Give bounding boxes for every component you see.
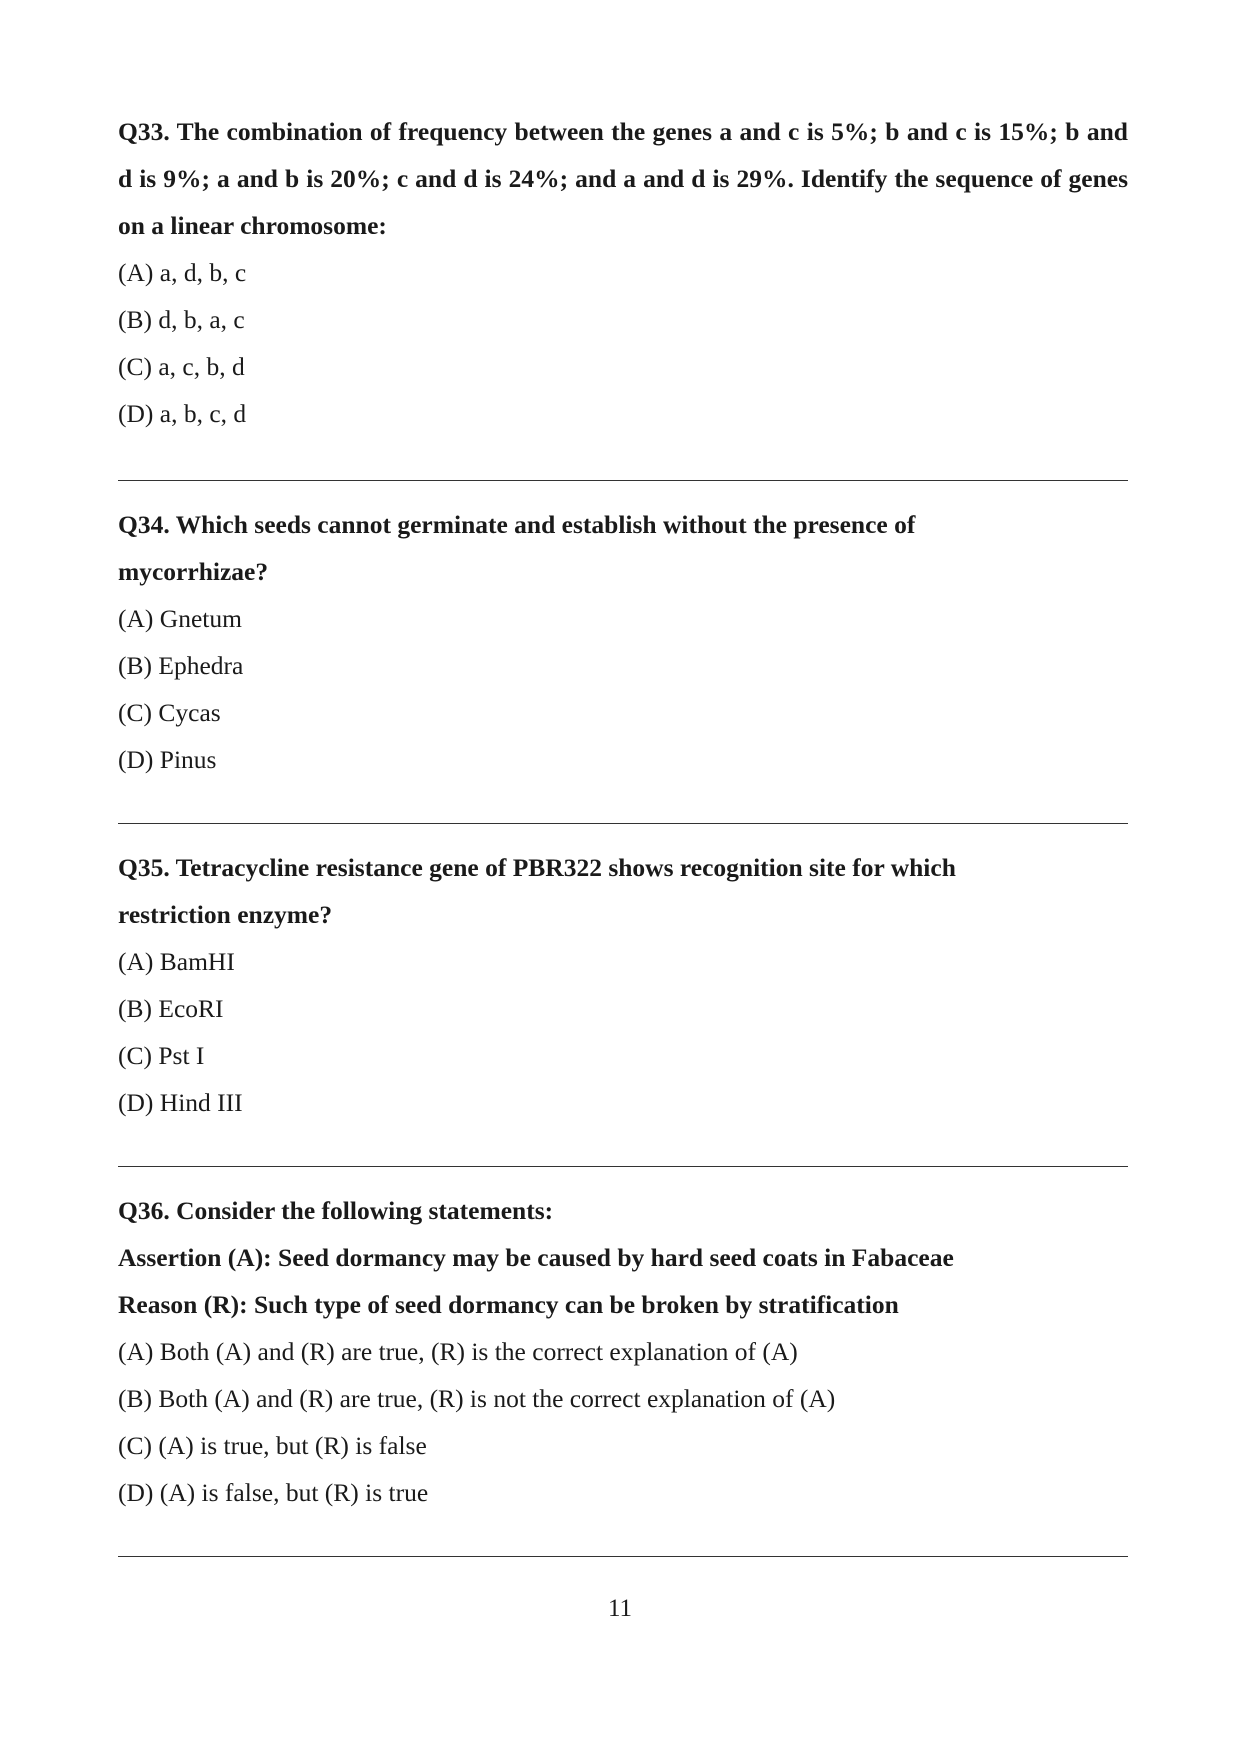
option-a: (A) Both (A) and (R) are true, (R) is the correct explanation of (A) [118, 1337, 798, 1366]
option-b: (B) Both (A) and (R) are true, (R) is not the correct explanation of (A) [118, 1384, 836, 1413]
option-c: (C) (A) is true, but (R) is false [118, 1431, 427, 1460]
option-c: (C) Pst I [118, 1041, 205, 1070]
option-a: (A) BamHI [118, 947, 235, 976]
question-33 [118, 108, 1128, 437]
question-34 [118, 501, 1128, 783]
option-a: (A) a, d, b, c [118, 258, 247, 287]
page-number: 11 [607, 1595, 633, 1622]
option-d: (D) Pinus [118, 745, 217, 774]
question-text: Q36. Consider the following statements: [118, 1196, 554, 1225]
option-d: (D) a, b, c, d [118, 399, 247, 428]
option-b: (B) d, b, a, c [118, 305, 245, 334]
option-d: (D) (A) is false, but (R) is true [118, 1478, 429, 1507]
question-36 [118, 1187, 1128, 1516]
divider [118, 480, 1128, 481]
option-c: (C) Cycas [118, 698, 221, 727]
option-a: (A) Gnetum [118, 604, 242, 633]
question-text: Q35. Tetracycline resistance gene of PBR322 shows recognition site for which restriction enzyme? [118, 853, 956, 929]
question-35 [118, 844, 1128, 1126]
divider [118, 1166, 1128, 1167]
question-text: Q33. The combination of frequency between the genes a and c is 5%; b and c is 15%; b and d is 9%; a and b is 20%; c and d is 24%; and a and d is 29%. Identify the sequence of genes on a linear chromosome: [118, 117, 1128, 240]
assertion-statement: Assertion (A): Seed dormancy may be caused by hard seed coats in Fabaceae [118, 1243, 954, 1272]
option-c: (C) a, c, b, d [118, 352, 245, 381]
option-b: (B) EcoRI [118, 994, 224, 1023]
reason-statement: Reason (R): Such type of seed dormancy can be broken by stratification [118, 1290, 899, 1319]
divider [118, 1556, 1128, 1557]
divider [118, 823, 1128, 824]
option-d: (D) Hind III [118, 1088, 243, 1117]
option-b: (B) Ephedra [118, 651, 244, 680]
question-text: Q34. Which seeds cannot germinate and establish without the presence of mycorrhizae? [118, 510, 916, 586]
